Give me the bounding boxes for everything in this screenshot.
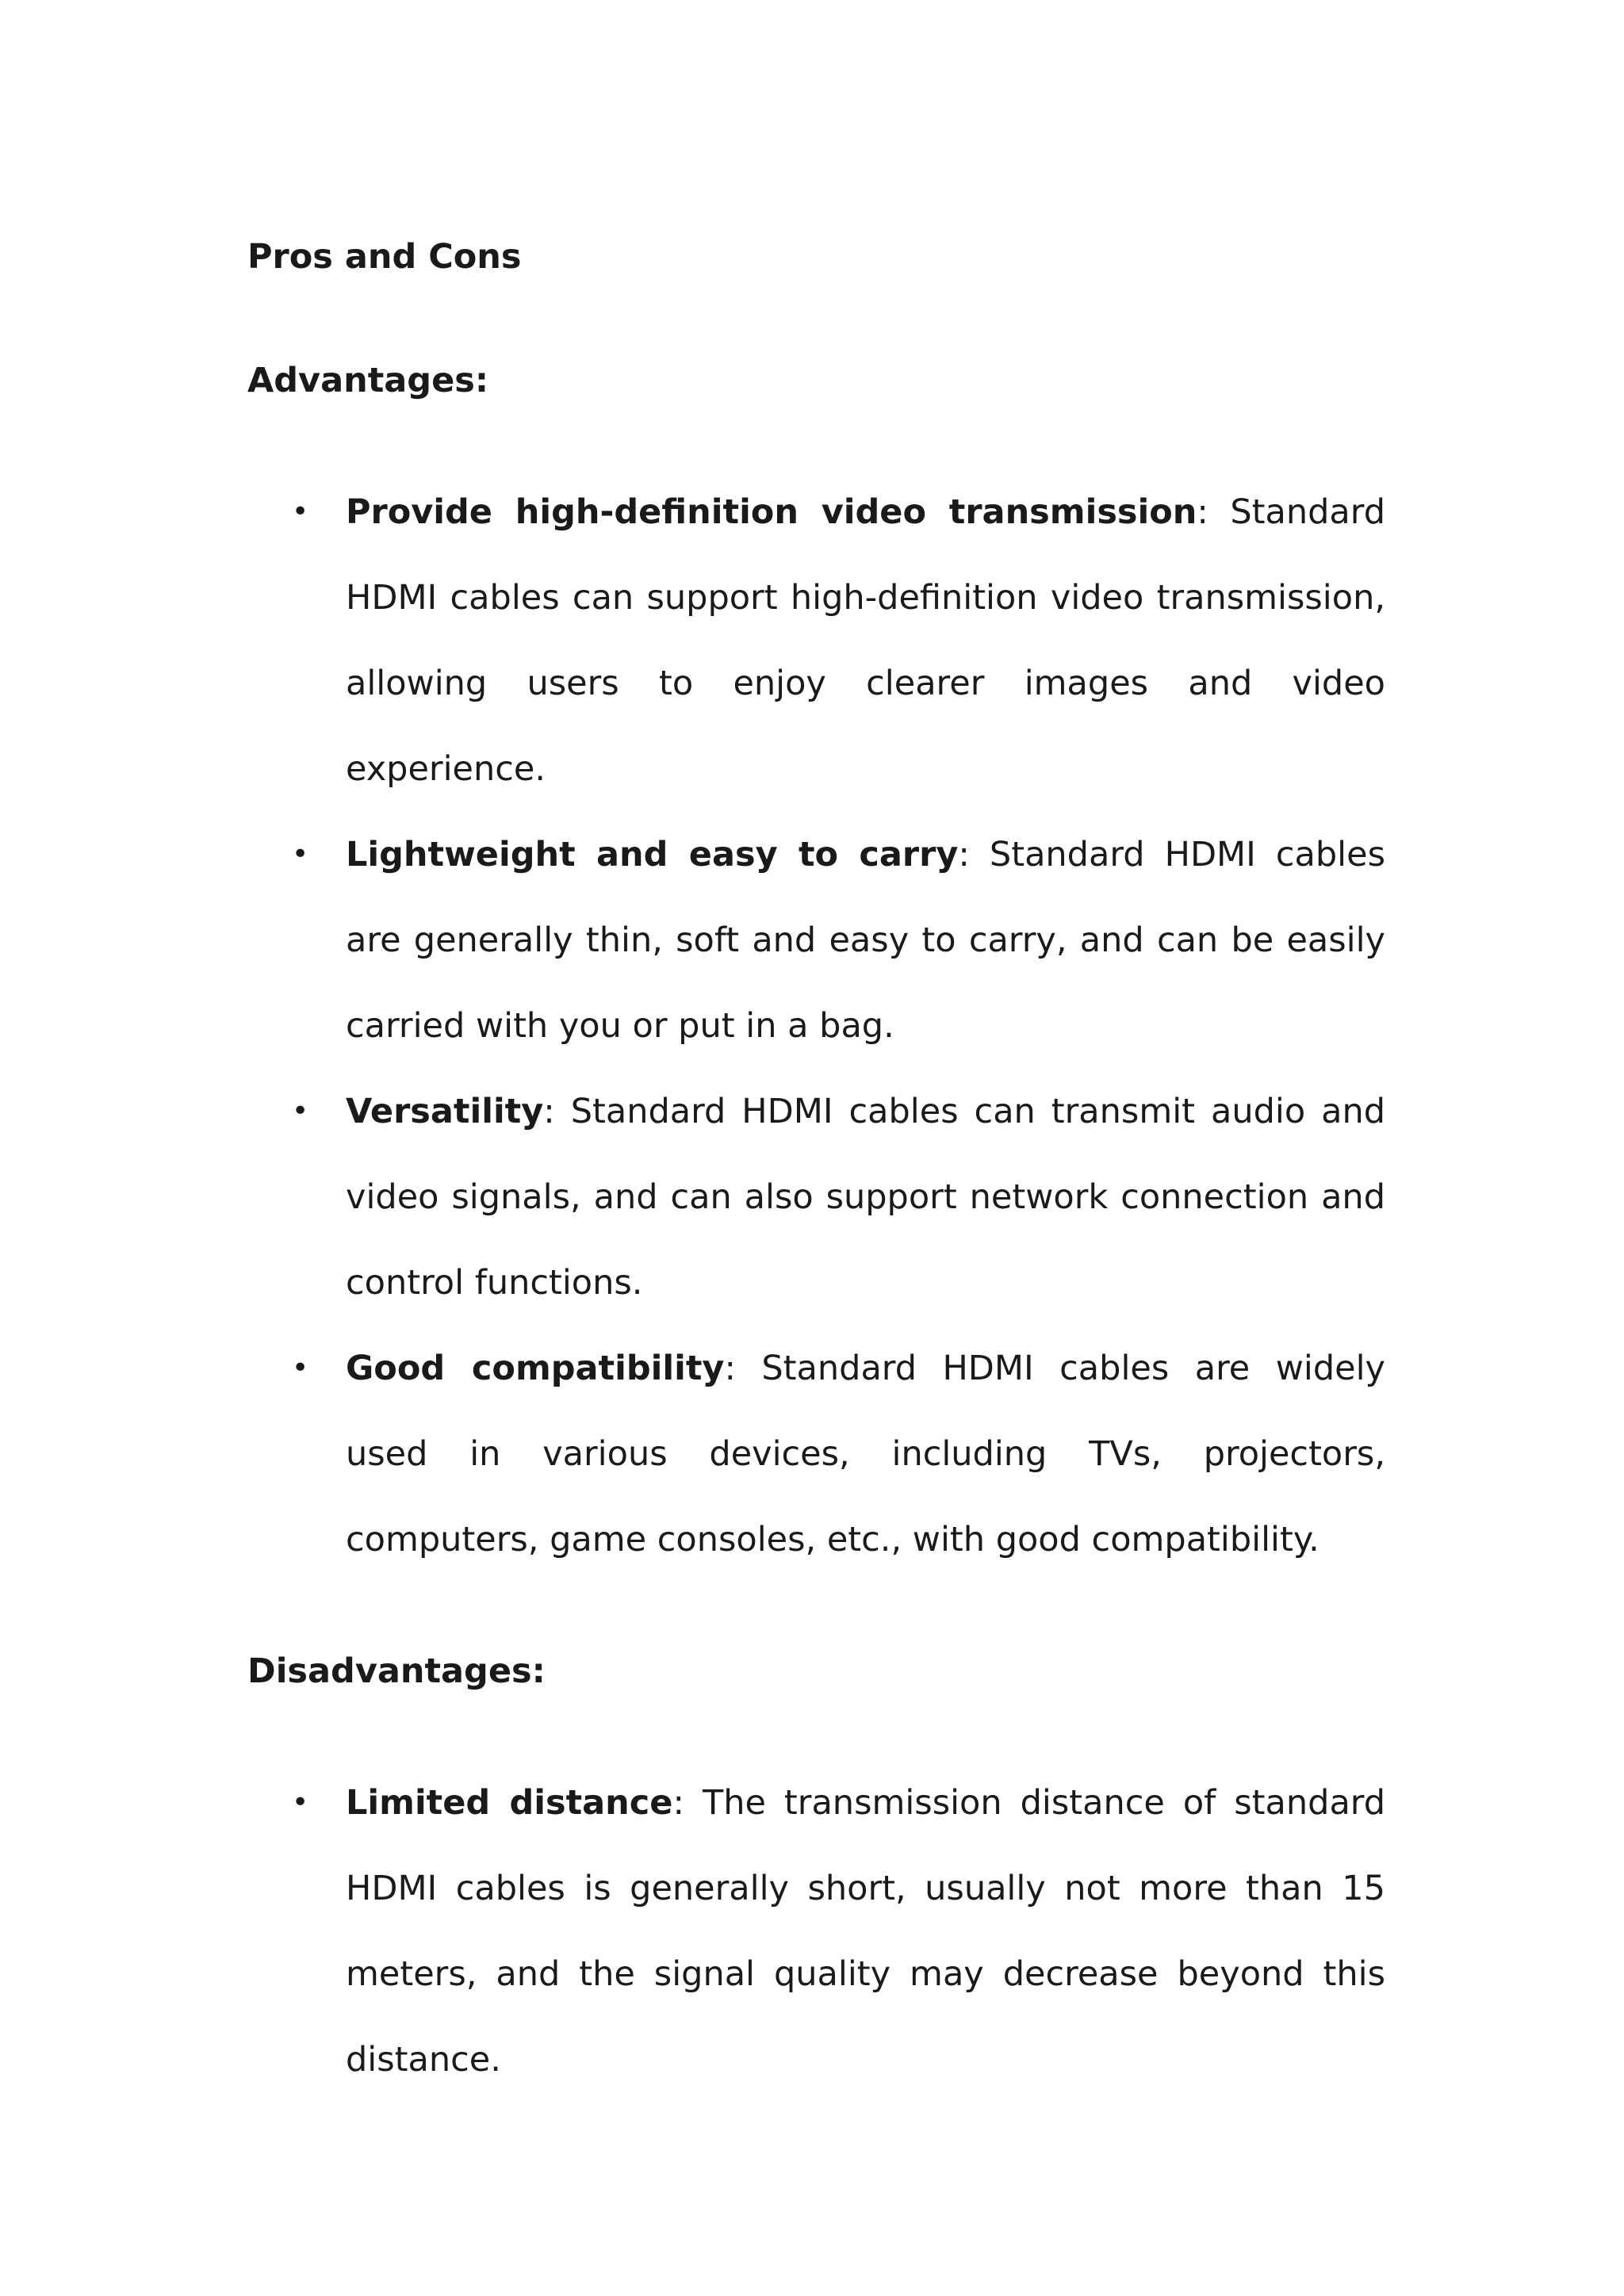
bullet-icon: • — [292, 1786, 309, 1819]
item-text: : The transmission distance of standard HDMI cables is generally short, usually not more than 15 meters, and the signal quality may decrease beyond this distance. — [346, 1783, 1386, 2080]
item-text: : Standard HDMI cables are generally thin, soft and easy to carry, and can be easily carried with you or put in a bag. — [346, 835, 1385, 1046]
advantages-list — [247, 469, 1385, 1582]
bullet-icon: • — [292, 496, 309, 528]
item-text: : Standard HDMI cables can support high-definition video transmission, allowing users to enjoy clearer images and video experience. — [346, 492, 1385, 789]
list-item — [247, 1760, 1385, 2103]
disadvantages-heading: Disadvantages: — [247, 1651, 546, 1691]
disadvantages-list — [247, 1760, 1385, 2103]
item-text: : Standard HDMI cables are widely used in various devices, including TVs, projectors, computers, game consoles, etc., with good compatibility. — [346, 1349, 1385, 1559]
page-title: Pros and Cons — [247, 237, 522, 277]
bullet-icon: • — [292, 838, 309, 871]
item-term: Lightweight and easy to carry — [346, 835, 959, 874]
bullet-icon: • — [292, 1352, 309, 1384]
bullet-icon: • — [292, 1095, 309, 1127]
item-term: Versatility — [346, 1092, 544, 1131]
item-text: : Standard HDMI cables can transmit audio and video signals, and can also support network connection and control functions. — [346, 1092, 1385, 1303]
item-term: Limited distance — [346, 1783, 673, 1823]
advantages-heading: Advantages: — [247, 361, 489, 400]
item-term: Provide high-definition video transmission — [346, 492, 1197, 532]
item-term: Good compatibility — [346, 1349, 725, 1388]
document-content — [247, 222, 1385, 2103]
list-item — [247, 1069, 1385, 1326]
list-item — [247, 1326, 1385, 1582]
list-item — [247, 469, 1385, 812]
list-item — [247, 812, 1385, 1069]
